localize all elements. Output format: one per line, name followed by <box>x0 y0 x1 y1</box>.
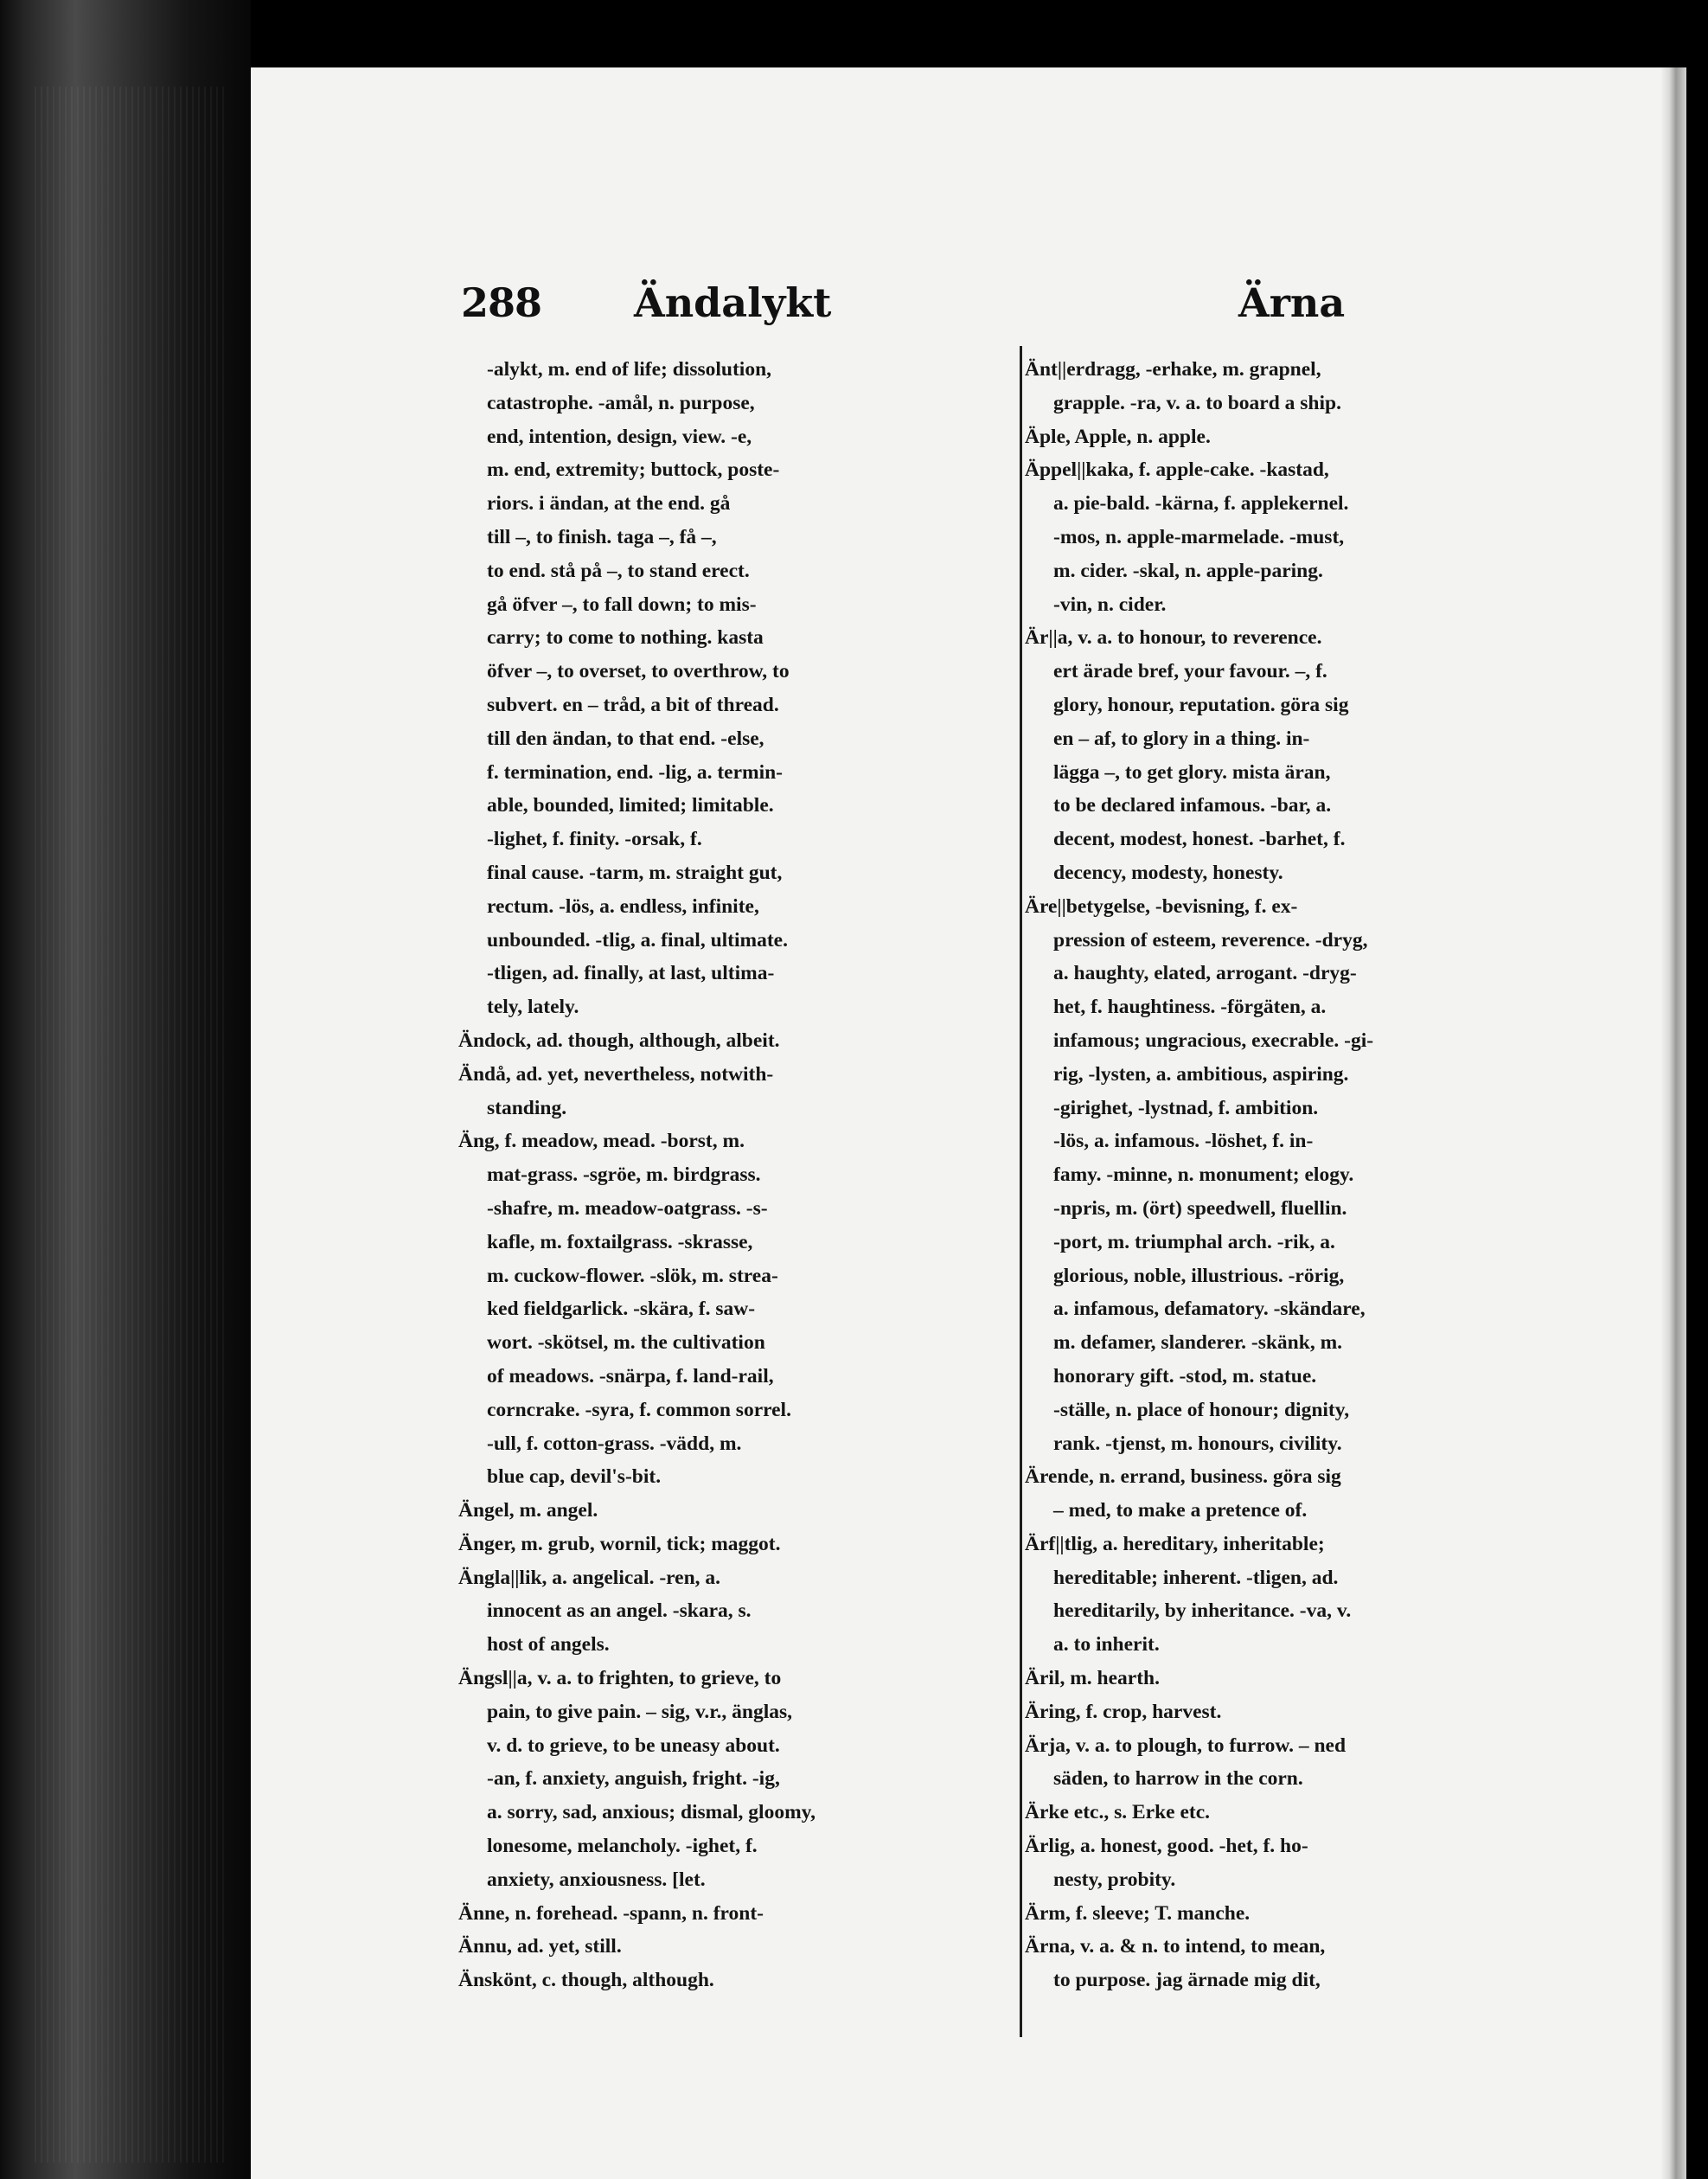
dictionary-line: Ärf||tlig, a. hereditary, inheritable; <box>1025 1532 1325 1555</box>
dictionary-line: m. cider. -skal, n. apple-paring. <box>1053 559 1323 582</box>
dictionary-line: hereditable; inherent. -tligen, ad. <box>1053 1566 1339 1589</box>
dictionary-line: -alykt, m. end of life; dissolution, <box>487 358 772 381</box>
dictionary-line: Ärke etc., s. Erke etc. <box>1025 1801 1211 1824</box>
right-column <box>1025 353 1565 1997</box>
dictionary-line: corncrake. -syra, f. common sorrel. <box>487 1398 791 1421</box>
dictionary-line: -lighet, f. finity. -orsak, f. <box>487 828 702 851</box>
dictionary-line: Ärende, n. errand, business. göra sig <box>1025 1465 1341 1489</box>
dictionary-line: blue cap, devil's-bit. <box>487 1465 662 1489</box>
dictionary-line: rank. -tjenst, m. honours, civility. <box>1053 1432 1342 1455</box>
dictionary-line: ked fieldgarlick. -skära, f. saw- <box>487 1298 756 1321</box>
dictionary-line: f. termination, end. -lig, a. termin- <box>487 760 784 784</box>
dictionary-line: Ängla||lik, a. angelical. -ren, a. <box>458 1566 721 1589</box>
dictionary-line: rectum. -lös, a. endless, infinite, <box>487 894 759 918</box>
dictionary-line: gå öfver –, to fall down; to mis- <box>487 593 757 616</box>
dictionary-line: famy. -minne, n. monument; elogy. <box>1053 1163 1354 1187</box>
dictionary-line: Ärja, v. a. to plough, to furrow. – ned <box>1025 1734 1347 1757</box>
dictionary-line: Änskönt, c. though, although. <box>458 1969 714 1992</box>
dictionary-line: rig, -lysten, a. ambitious, aspiring. <box>1053 1062 1349 1086</box>
dictionary-line: Äring, f. crop, harvest. <box>1025 1700 1222 1723</box>
dictionary-line: m. end, extremity; buttock, poste- <box>487 458 780 482</box>
dictionary-line: infamous; ungracious, execrable. -gi- <box>1053 1029 1374 1052</box>
dictionary-line: decent, modest, honest. -barhet, f. <box>1053 828 1346 851</box>
dictionary-line: -lös, a. infamous. -löshet, f. in- <box>1053 1130 1314 1153</box>
dictionary-line: ert ärade bref, your favour. –, f. <box>1053 660 1327 683</box>
dictionary-line: hereditarily, by inheritance. -va, v. <box>1053 1599 1352 1623</box>
book-spine <box>0 0 251 2179</box>
dictionary-line: honorary gift. -stod, m. statue. <box>1053 1364 1317 1388</box>
dictionary-line: Är||a, v. a. to honour, to reverence. <box>1025 626 1322 650</box>
dictionary-line: Äple, Apple, n. apple. <box>1025 425 1211 448</box>
dictionary-line: -port, m. triumphal arch. -rik, a. <box>1053 1230 1335 1253</box>
dictionary-line: end, intention, design, view. -e, <box>487 425 752 448</box>
dictionary-line: Äril, m. hearth. <box>1025 1667 1160 1690</box>
dictionary-line: -girighet, -lystnad, f. ambition. <box>1053 1096 1319 1119</box>
dictionary-line: of meadows. -snärpa, f. land-rail, <box>487 1364 774 1388</box>
dictionary-line: -ställe, n. place of honour; dignity, <box>1053 1398 1350 1421</box>
column-divider <box>1020 346 1022 2037</box>
dictionary-line: till –, to finish. taga –, få –, <box>487 525 717 548</box>
dictionary-line: decency, modesty, honesty. <box>1053 861 1283 884</box>
dictionary-line: Änne, n. forehead. -spann, n. front- <box>458 1901 764 1925</box>
dictionary-line: to end. stå på –, to stand erect. <box>487 559 750 582</box>
dictionary-line: m. defamer, slanderer. -skänk, m. <box>1053 1331 1343 1355</box>
dictionary-line: till den ändan, to that end. -else, <box>487 727 764 750</box>
dictionary-line: säden, to harrow in the corn. <box>1053 1767 1303 1791</box>
page-number: 288 <box>461 279 542 326</box>
dictionary-line: -an, f. anxiety, anguish, fright. -ig, <box>487 1767 780 1791</box>
dictionary-line: grapple. -ra, v. a. to board a ship. <box>1053 391 1341 414</box>
dictionary-line: Ändå, ad. yet, nevertheless, notwith- <box>458 1062 774 1086</box>
dictionary-line: -tligen, ad. finally, at last, ultima- <box>487 962 775 985</box>
dictionary-line: anxiety, anxiousness. [let. <box>487 1868 706 1891</box>
dictionary-line: glory, honour, reputation. göra sig <box>1053 693 1349 716</box>
dictionary-line: kafle, m. foxtailgrass. -skrasse, <box>487 1230 753 1253</box>
dictionary-line: -mos, n. apple-marmelade. -must, <box>1053 525 1345 548</box>
dictionary-line: riors. i ändan, at the end. gå <box>487 492 731 516</box>
dictionary-line: Ärm, f. sleeve; T. manche. <box>1025 1901 1251 1925</box>
dictionary-line: a. sorry, sad, anxious; dismal, gloomy, <box>487 1801 816 1824</box>
dictionary-line: het, f. haughtiness. -förgäten, a. <box>1053 996 1327 1019</box>
running-header <box>251 279 1686 340</box>
dictionary-line: catastrophe. -amål, n. purpose, <box>487 391 755 414</box>
dictionary-line: v. d. to grieve, to be uneasy about. <box>487 1734 780 1757</box>
dictionary-line: wort. -skötsel, m. the cultivation <box>487 1331 765 1355</box>
dictionary-line: a. pie-bald. -kärna, f. applekernel. <box>1053 492 1349 516</box>
dictionary-line: Änt||erdragg, -erhake, m. grapnel, <box>1025 358 1321 381</box>
dictionary-line: Äng, f. meadow, mead. -borst, m. <box>458 1130 745 1153</box>
dictionary-line: lonesome, melancholy. -ighet, f. <box>487 1835 758 1858</box>
dictionary-line: Ändock, ad. though, although, albeit. <box>458 1029 780 1052</box>
dictionary-line: en – af, to glory in a thing. in- <box>1053 727 1310 750</box>
dictionary-line: a. haughty, elated, arrogant. -dryg- <box>1053 962 1357 985</box>
dictionary-line: final cause. -tarm, m. straight gut, <box>487 861 783 884</box>
dictionary-line: innocent as an angel. -skara, s. <box>487 1599 752 1623</box>
dictionary-line: carry; to come to nothing. kasta <box>487 626 764 650</box>
dictionary-line: to purpose. jag ärnade mig dit, <box>1053 1969 1321 1992</box>
dictionary-line: pain, to give pain. – sig, v.r., änglas, <box>487 1700 793 1723</box>
dictionary-line: -ull, f. cotton-grass. -vädd, m. <box>487 1432 742 1455</box>
dictionary-line: -shafre, m. meadow-oatgrass. -s- <box>487 1196 768 1220</box>
dictionary-line: Ängsl||a, v. a. to frighten, to grieve, to <box>458 1667 782 1690</box>
dictionary-page <box>251 67 1686 2179</box>
dictionary-line: able, bounded, limited; limitable. <box>487 794 774 817</box>
dictionary-line: glorious, noble, illustrious. -rörig, <box>1053 1264 1345 1287</box>
dictionary-line: öfver –, to overset, to overthrow, to <box>487 660 790 683</box>
left-running-headword: Ändalykt <box>634 279 832 326</box>
dictionary-line: Äre||betygelse, -bevisning, f. ex- <box>1025 894 1298 918</box>
dictionary-line: lägga –, to get glory. mista äran, <box>1053 760 1331 784</box>
dictionary-line: mat-grass. -sgröe, m. birdgrass. <box>487 1163 761 1187</box>
dictionary-line: tely, lately. <box>487 996 579 1019</box>
dictionary-line: to be declared infamous. -bar, a. <box>1053 794 1332 817</box>
dictionary-line: a. to inherit. <box>1053 1633 1160 1657</box>
dictionary-line: host of angels. <box>487 1633 610 1657</box>
dictionary-line: a. infamous, defamatory. -skändare, <box>1053 1298 1366 1321</box>
dictionary-line: Ärna, v. a. & n. to intend, to mean, <box>1025 1935 1326 1958</box>
dictionary-line: -vin, n. cider. <box>1053 593 1167 616</box>
dictionary-line: Ängel, m. angel. <box>458 1499 598 1522</box>
page-edge <box>1660 67 1686 2179</box>
dictionary-line: unbounded. -tlig, a. final, ultimate. <box>487 928 788 952</box>
dictionary-line: m. cuckow-flower. -slök, m. strea- <box>487 1264 778 1287</box>
right-running-headword: Ärna <box>1238 279 1346 326</box>
dictionary-line: subvert. en – tråd, a bit of thread. <box>487 693 779 716</box>
dictionary-line: standing. <box>487 1096 567 1119</box>
dictionary-line: Änger, m. grub, wornil, tick; maggot. <box>458 1532 781 1555</box>
dictionary-line: – med, to make a pretence of. <box>1053 1499 1308 1522</box>
dictionary-line: Äppel||kaka, f. apple-cake. -kastad, <box>1025 458 1329 482</box>
dictionary-line: Ännu, ad. yet, still. <box>458 1935 622 1958</box>
dictionary-line: nesty, probity. <box>1053 1868 1176 1891</box>
dictionary-line: pression of esteem, reverence. -dryg, <box>1053 928 1368 952</box>
dictionary-line: Ärlig, a. honest, good. -het, f. ho- <box>1025 1835 1308 1858</box>
left-column <box>458 353 999 1997</box>
dictionary-line: -npris, m. (ört) speedwell, fluellin. <box>1053 1196 1347 1220</box>
